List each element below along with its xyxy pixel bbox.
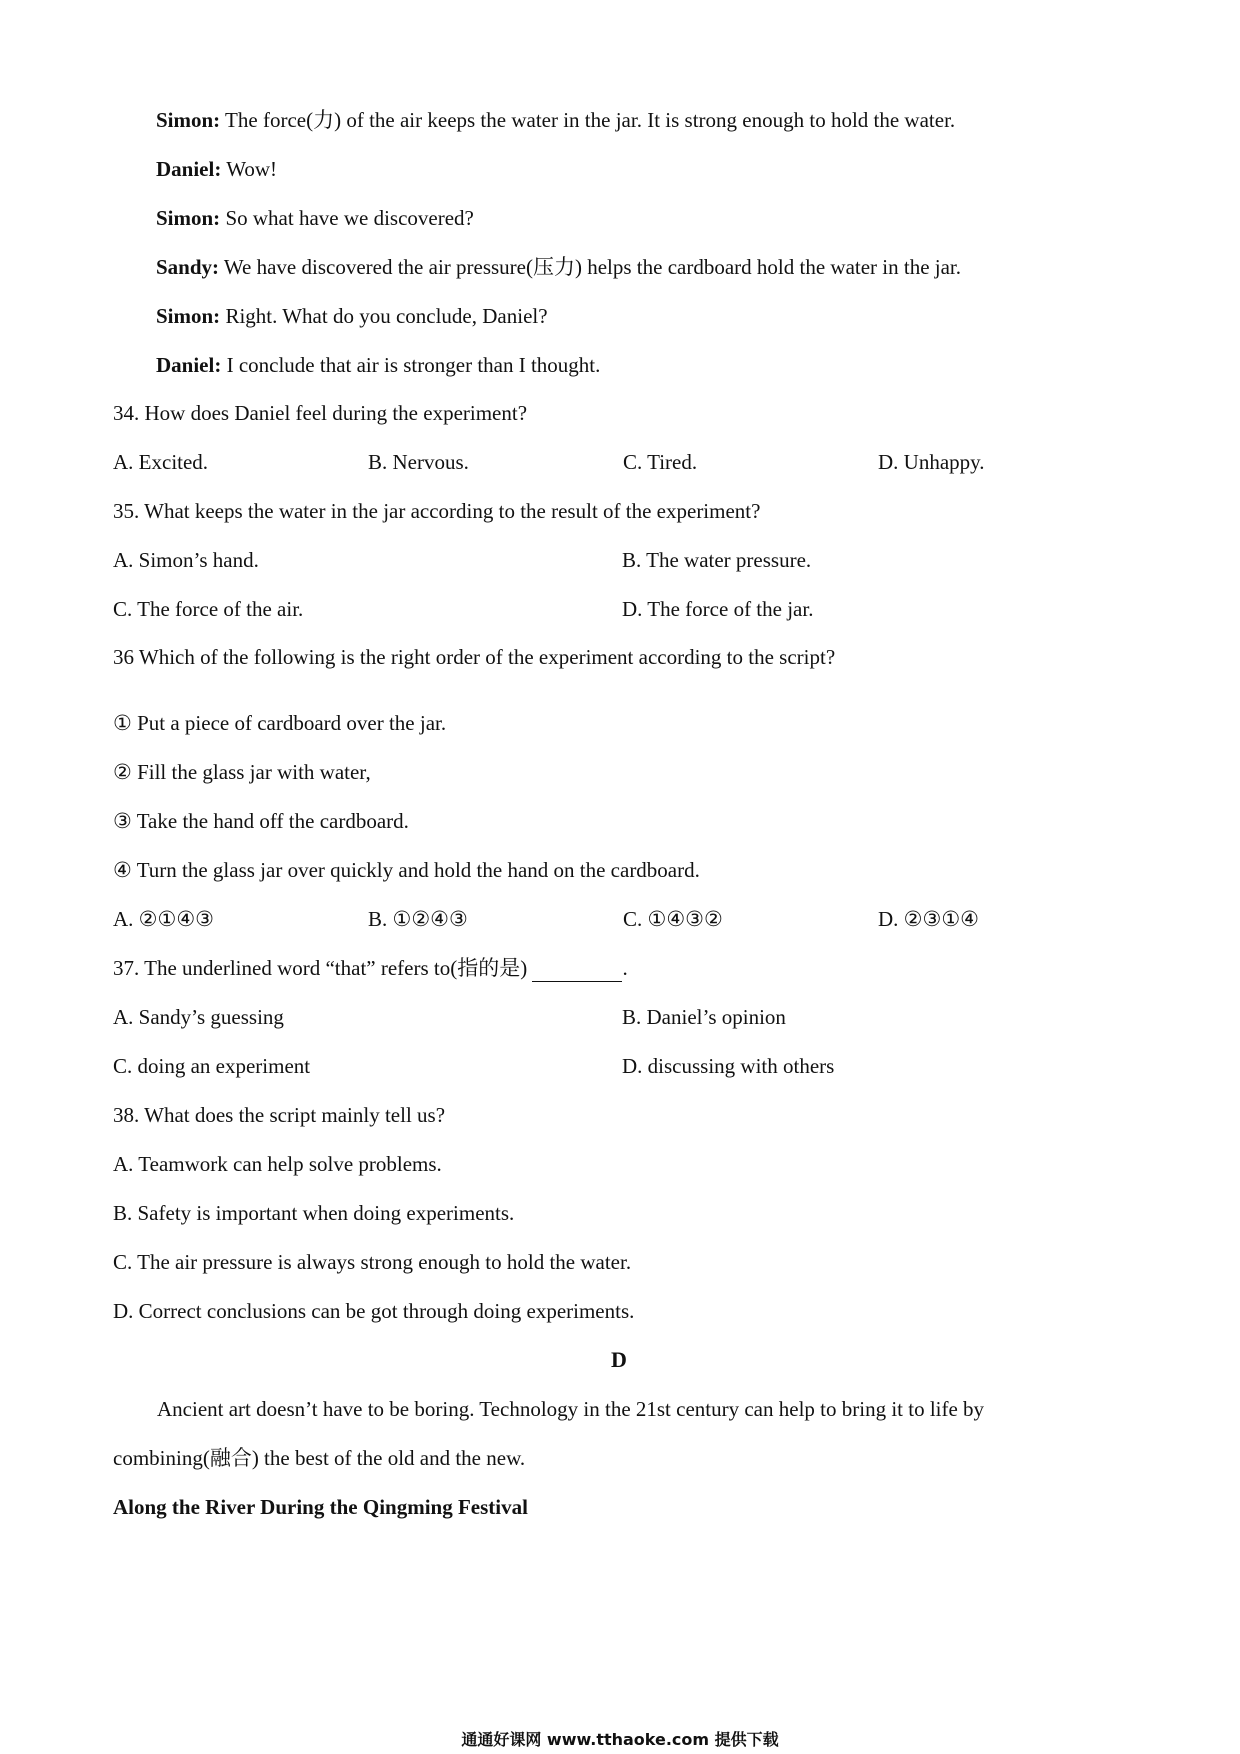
speaker-name: Sandy: bbox=[156, 255, 220, 279]
option-34-a: A. Excited. bbox=[113, 450, 209, 474]
option-38-a: A. Teamwork can help solve problems. bbox=[113, 1152, 442, 1176]
answer-blank bbox=[532, 961, 622, 982]
speaker-name: Simon: bbox=[156, 304, 221, 328]
speaker-name: Daniel: bbox=[156, 353, 222, 377]
option-37-b: B. Daniel’s opinion bbox=[622, 1005, 786, 1029]
question-37-end: . bbox=[622, 956, 628, 980]
question-37-text: 37. The underlined word “that” refers to(指的是) bbox=[113, 956, 528, 980]
dialogue-text: Wow! bbox=[221, 157, 277, 181]
dialogue-text: So what have we discovered? bbox=[220, 206, 474, 230]
dialogue-line bbox=[156, 155, 277, 183]
dialogue-text: The force(力) of the air keeps the water in the jar. It is strong enough to hold the water. bbox=[220, 108, 956, 132]
dialogue-line bbox=[156, 253, 961, 281]
option-34-b: B. Nervous. bbox=[368, 450, 469, 474]
speaker-name: Simon: bbox=[156, 108, 221, 132]
dialogue-text: We have discovered the air pressure(压力) helps the cardboard hold the water in the jar. bbox=[219, 255, 962, 279]
dialogue-text: I conclude that air is stronger than I thought. bbox=[221, 353, 601, 377]
article-heading: Along the River During the Qingming Festival bbox=[113, 1495, 528, 1519]
option-37-d: D. discussing with others bbox=[622, 1054, 835, 1078]
paragraph-line-2: combining(融合) the best of the old and the new. bbox=[113, 1446, 526, 1470]
option-38-c: C. The air pressure is always strong enough to hold the water. bbox=[113, 1250, 632, 1274]
option-34-c: C. Tired. bbox=[623, 450, 698, 474]
dialogue-line bbox=[156, 302, 548, 330]
option-38-d: D. Correct conclusions can be got through doing experiments. bbox=[113, 1299, 635, 1323]
step-4: ④ Turn the glass jar over quickly and hold the hand on the cardboard. bbox=[113, 858, 700, 882]
step-1: ① Put a piece of cardboard over the jar. bbox=[113, 711, 447, 735]
question-36: 36 Which of the following is the right order of the experiment according to the script? bbox=[113, 645, 836, 669]
option-36-c: C. ①④③② bbox=[623, 907, 723, 931]
dialogue-text: Right. What do you conclude, Daniel? bbox=[220, 304, 548, 328]
option-35-b: B. The water pressure. bbox=[622, 548, 812, 572]
option-37-c: C. doing an experiment bbox=[113, 1054, 311, 1078]
question-34: 34. How does Daniel feel during the experiment? bbox=[113, 401, 528, 425]
dialogue-line bbox=[156, 204, 474, 232]
dialogue-line bbox=[156, 106, 955, 134]
speaker-name: Daniel: bbox=[156, 157, 222, 181]
option-36-b: B. ①②④③ bbox=[368, 907, 468, 931]
option-36-d: D. ②③①④ bbox=[878, 907, 979, 931]
speaker-name: Simon: bbox=[156, 206, 221, 230]
option-35-a: A. Simon’s hand. bbox=[113, 548, 259, 572]
option-37-a: A. Sandy’s guessing bbox=[113, 1005, 284, 1029]
option-38-b: B. Safety is important when doing experiments. bbox=[113, 1201, 515, 1225]
option-34-d: D. Unhappy. bbox=[878, 450, 985, 474]
option-36-a: A. ②①④③ bbox=[113, 907, 214, 931]
option-35-d: D. The force of the jar. bbox=[622, 597, 814, 621]
option-35-c: C. The force of the air. bbox=[113, 597, 304, 621]
dialogue-line bbox=[156, 351, 600, 379]
step-2: ② Fill the glass jar with water, bbox=[113, 760, 371, 784]
paragraph-line-1: Ancient art doesn’t have to be boring. Technology in the 21st century can help to bring it to life by bbox=[157, 1397, 985, 1421]
question-35: 35. What keeps the water in the jar according to the result of the experiment? bbox=[113, 499, 761, 523]
question-37 bbox=[113, 954, 628, 982]
footer-text: 通通好课网 www.tthaoke.com 提供下载 bbox=[461, 1730, 779, 1749]
section-label: D bbox=[611, 1347, 627, 1372]
step-3: ③ Take the hand off the cardboard. bbox=[113, 809, 409, 833]
question-38: 38. What does the script mainly tell us? bbox=[113, 1103, 446, 1127]
